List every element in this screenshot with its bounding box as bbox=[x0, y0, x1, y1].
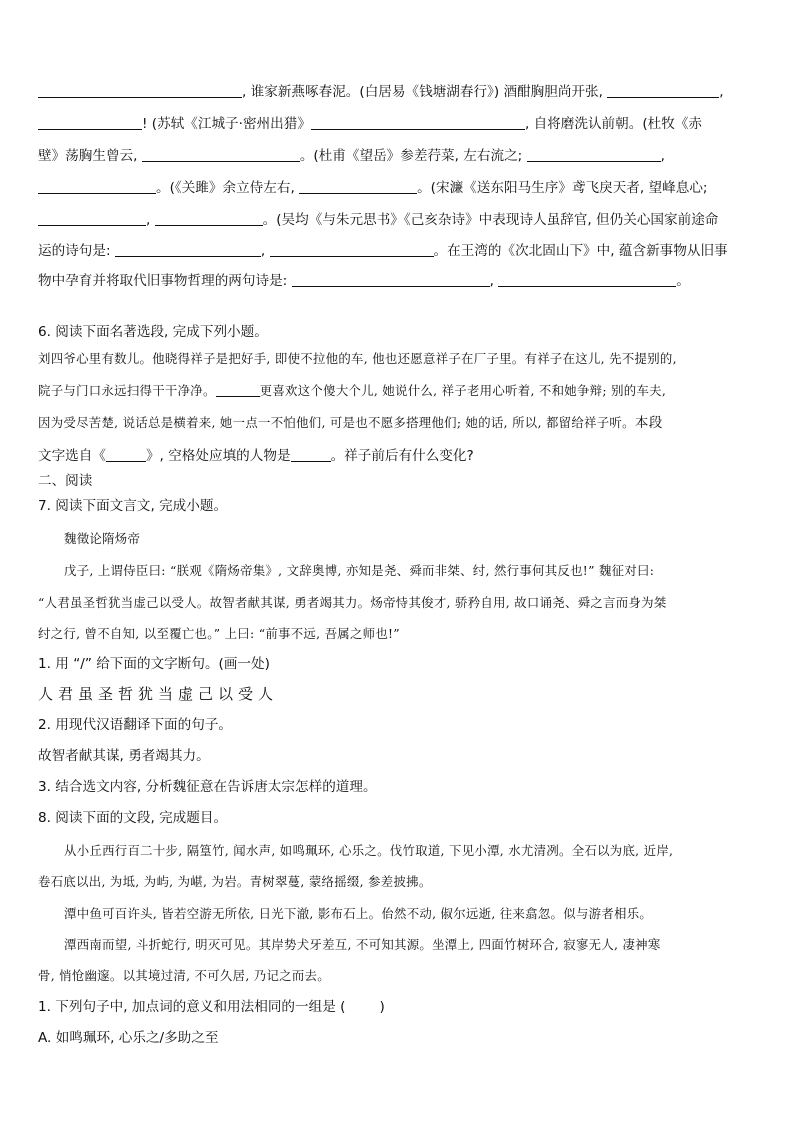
text: 。祥子前后有什么变化? bbox=[330, 448, 474, 464]
text: 。(杜甫《望岳》参差荇菜, 左右流之; bbox=[299, 148, 527, 164]
q8-passage-line: 骨, 悄怆幽邃。以其境过清, 不可久居, 乃记之而去。 bbox=[38, 968, 330, 983]
poetry-line-1 bbox=[38, 82, 760, 102]
text: 》, 空格处应填的人物是 bbox=[145, 448, 291, 464]
answer-blank[interactable] bbox=[216, 384, 260, 397]
answer-blank[interactable] bbox=[38, 179, 156, 194]
poetry-line-4 bbox=[38, 178, 760, 198]
poetry-line-6 bbox=[38, 241, 760, 261]
answer-blank[interactable] bbox=[270, 242, 434, 257]
answer-blank[interactable] bbox=[607, 83, 719, 98]
answer-blank[interactable] bbox=[291, 447, 331, 462]
answer-blank[interactable] bbox=[498, 272, 676, 287]
answer-blank[interactable] bbox=[292, 272, 490, 287]
answer-blank[interactable] bbox=[115, 242, 261, 257]
q8-passage-line: 潭西南而望, 斗折蛇行, 明灭可见。其岸势犬牙差互, 不可知其源。坐潭上, 四面竹树环合, 寂寥无人, 凄神寒 bbox=[64, 937, 661, 952]
text: , bbox=[146, 212, 155, 228]
q8-sub-question bbox=[38, 997, 760, 1017]
answer-blank[interactable] bbox=[299, 179, 417, 194]
answer-blank[interactable] bbox=[155, 211, 263, 226]
poetry-line-2 bbox=[38, 114, 760, 134]
q8-option-a[interactable]: A. 如鸣珮环, 心乐之/多助之至 bbox=[38, 1030, 219, 1046]
text: 壁》荡胸生曾云, bbox=[38, 148, 142, 164]
answer-blank[interactable] bbox=[38, 83, 242, 98]
text: 更喜欢这个傻大个儿, 她说什么, 祥子老用心听着, 不和她争辩; 别的车夫, bbox=[259, 383, 667, 398]
answer-blank[interactable] bbox=[38, 115, 142, 130]
q7-passage-line: 戊子, 上谓侍臣曰: “朕观《隋炀帝集》, 文辞奥博, 亦知是尧、舜而非桀、纣, 然行事何其反也!” 魏征对曰: bbox=[64, 563, 655, 578]
text: , bbox=[719, 84, 724, 100]
q6-heading: 6. 阅读下面名著选段, 完成下列小题。 bbox=[38, 324, 268, 340]
poetry-line-3 bbox=[38, 146, 760, 166]
text: , bbox=[660, 148, 665, 164]
text: 。在王湾的《次北固山下》中, 蕴含新事物从旧事 bbox=[433, 243, 728, 259]
q8-passage-line: 卷石底以出, 为坻, 为屿, 为嵁, 为岩。青树翠蔓, 蒙络摇缀, 参差披拂。 bbox=[38, 874, 432, 889]
q7-heading: 7. 阅读下面文言文, 完成小题。 bbox=[38, 498, 228, 514]
text: 1. 下列句子中, 加点词的意义和用法相同的一组是 ( bbox=[38, 999, 346, 1015]
q6-question-line bbox=[38, 446, 760, 466]
q7-sub-question: 1. 用 “/” 给下面的文字断句。(画一处) bbox=[38, 656, 270, 672]
passage-title: 魏徵论隋炀帝 bbox=[64, 531, 141, 546]
q7-sentence: 人君虽圣哲犹当虚己以受人 bbox=[38, 685, 279, 703]
section-heading: 二、阅读 bbox=[38, 473, 93, 489]
text: ! (苏轼《江城子·密州出猎》 bbox=[142, 116, 311, 132]
answer-blank[interactable] bbox=[142, 147, 300, 162]
text: 本段 bbox=[634, 415, 663, 431]
text: 文字选自《 bbox=[38, 448, 106, 464]
q6-passage-line bbox=[38, 413, 760, 433]
text: 因为受尽苦楚, 说话总是横着来, 她一点一不怕他们, 可是也不愿多搭理他们; 她的话, 所以, 都留给祥子听。 bbox=[38, 415, 635, 430]
q6-passage-line: 刘四爷心里有数儿。他晓得祥子是把好手, 即使不拉他的车, 他也还愿意祥子在厂子里。有祥子在这儿, 先不提别的, bbox=[38, 351, 677, 366]
q8-passage-line: 从小丘西行百二十步, 隔篁竹, 闻水声, 如鸣珮环, 心乐之。伐竹取道, 下见小潭, 水尤清冽。全石以为底, 近岸, bbox=[64, 843, 674, 858]
text: 。(《关雎》余立侍左右, bbox=[156, 180, 300, 196]
answer-blank[interactable] bbox=[527, 147, 661, 162]
answer-blank[interactable] bbox=[106, 447, 146, 462]
q7-sentence: 故智者献其谋, 勇者竭其力。 bbox=[38, 748, 210, 764]
text: 运的诗句是: bbox=[38, 243, 115, 259]
answer-blank[interactable] bbox=[38, 211, 146, 226]
text: 。(宋濂《送东阳马生序》鸢飞戾天者, 望峰息心; bbox=[417, 180, 708, 196]
q8-heading: 8. 阅读下面的文段, 完成题目。 bbox=[38, 810, 228, 826]
text: , 谁家新燕啄春泥。(白居易《钱塘湖春行》) 酒酣胸胆尚开张, bbox=[242, 84, 608, 100]
text: 物中孕育并将取代旧事物哲理的两句诗是: bbox=[38, 273, 292, 289]
q7-passage-line: 纣之行, 曾不自知, 以至覆亡也。” 上曰: “前事不远, 吾属之师也!” bbox=[38, 626, 400, 641]
text: 。(吴均《与朱元思书》《己亥杂诗》中表现诗人虽辞官, 但仍关心国家前途命 bbox=[262, 212, 719, 228]
q7-sub-question: 2. 用现代汉语翻译下面的句子。 bbox=[38, 717, 233, 733]
text: ) bbox=[379, 999, 385, 1015]
answer-blank[interactable] bbox=[311, 115, 525, 130]
q7-passage-line: “人君虽圣哲犹当虚己以受人。故智者献其谋, 勇者竭其力。炀帝恃其俊才, 骄矜自用, 故口诵尧、舜之言而身为桀 bbox=[38, 595, 667, 610]
text: , 自将磨洗认前朝。(杜牧《赤 bbox=[524, 116, 703, 132]
text: 院子与门口永远扫得干干净净。 bbox=[38, 383, 216, 398]
text: , bbox=[260, 243, 270, 259]
poetry-line-5 bbox=[38, 210, 760, 230]
q8-passage-line: 潭中鱼可百许头, 皆若空游无所依, 日光下澈, 影布石上。佁然不动, 俶尔远逝, 往来翕忽。似与游者相乐。 bbox=[64, 906, 653, 921]
text: , bbox=[489, 273, 499, 289]
q7-sub-question: 3. 结合选文内容, 分析魏征意在告诉唐太宗怎样的道理。 bbox=[38, 779, 377, 795]
poetry-line-7 bbox=[38, 271, 760, 291]
q6-passage-line bbox=[38, 381, 760, 401]
text: 。 bbox=[676, 273, 690, 289]
